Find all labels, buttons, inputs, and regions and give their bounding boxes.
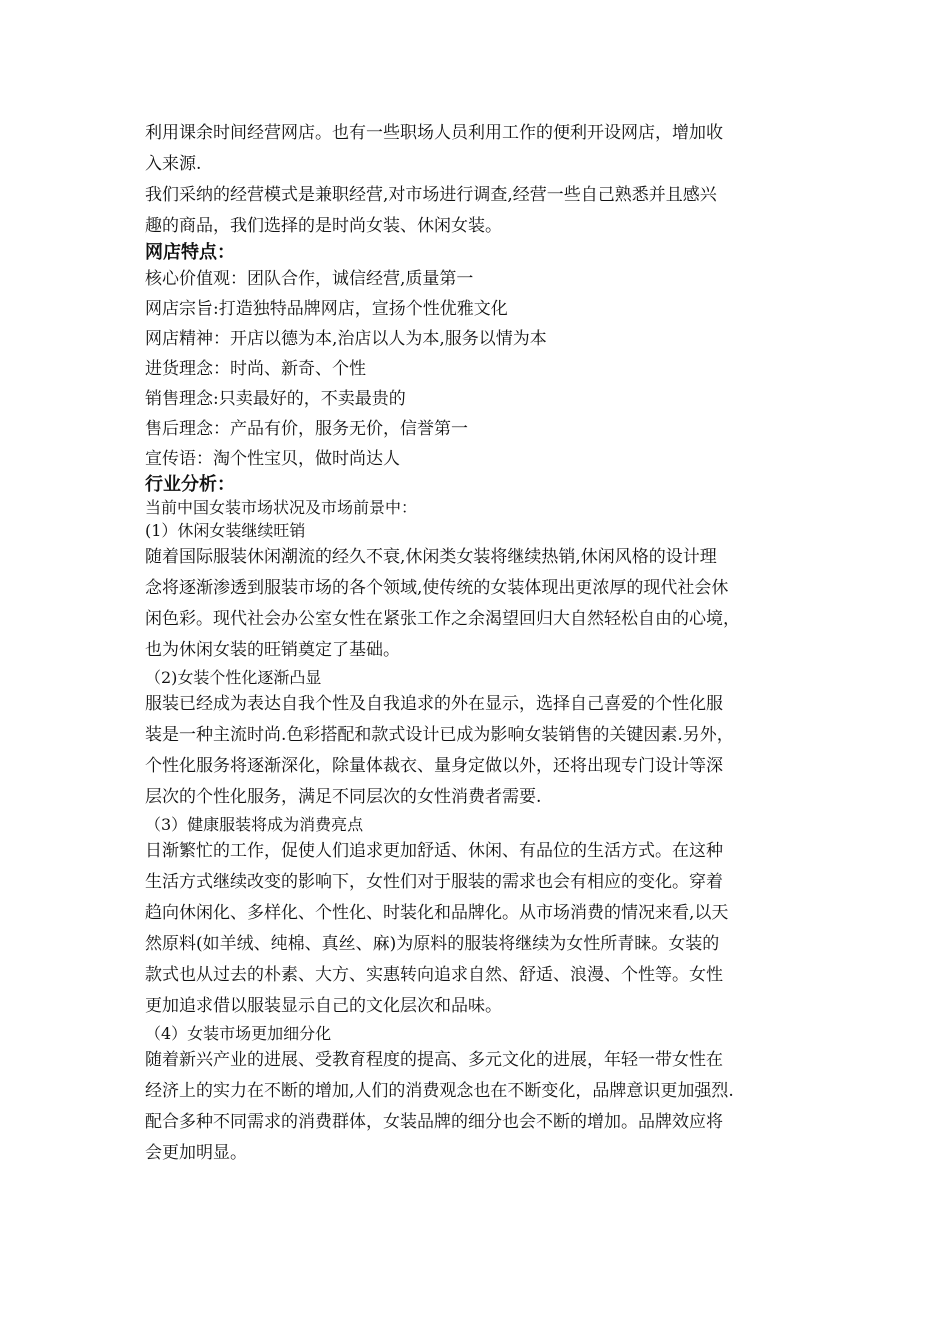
subsection-line: 会更加明显。 (145, 1143, 247, 1163)
intro-line: 趣的商品，我们选择的是时尚女装、休闲女装。 (145, 216, 502, 236)
features-heading: 网店特点： (145, 242, 235, 263)
subsection-title: (1）休闲女装继续旺销 (145, 521, 306, 540)
subsection-line: 装是一种主流时尚.色彩搭配和款式设计已成为影响女装销售的关键因素.另外， (145, 725, 734, 745)
subsection-line: 配合多种不同需求的消费群体，女装品牌的细分也会不断的增加。品牌效应将 (145, 1112, 723, 1132)
features-section (145, 242, 815, 474)
document-page (145, 118, 815, 1169)
subsection-line: 也为休闲女装的旺销奠定了基础。 (145, 640, 400, 660)
feature-item: 核心价值观：团队合作，诚信经营,质量第一 (145, 269, 474, 289)
intro-paragraph (145, 118, 815, 242)
analysis-section (145, 474, 815, 1169)
analysis-subsection-1 (145, 519, 815, 666)
subsection-line: 念将逐渐渗透到服装市场的各个领域,使传统的女装体现出更浓厚的现代社会休 (145, 578, 729, 598)
subsection-title: （2)女装个性化逐渐凸显 (145, 668, 322, 687)
subsection-line: 更加追求借以服装显示自己的文化层次和品味。 (145, 996, 502, 1016)
feature-item: 销售理念:只卖最好的，不卖最贵的 (145, 389, 406, 409)
feature-item: 售后理念：产品有价，服务无价，信誉第一 (145, 419, 468, 439)
subsection-line: 然原料(如羊绒、纯棉、真丝、麻)为原料的服装将继续为女性所青睐。女装的 (145, 934, 720, 954)
analysis-subsection-2 (145, 666, 815, 813)
intro-line: 利用课余时间经营网店。也有一些职场人员利用工作的便利开设网店，增加收 (145, 123, 723, 143)
feature-item: 网店精神：开店以德为本,治店以人为本,服务以情为本 (145, 329, 547, 349)
subsection-title: （4）女装市场更加细分化 (145, 1024, 332, 1043)
analysis-subsection-3 (145, 813, 815, 1022)
subsection-line: 层次的个性化服务，满足不同层次的女性消费者需要. (145, 787, 542, 807)
subsection-line: 日渐繁忙的工作，促使人们追求更加舒适、休闲、有品位的生活方式。在这种 (145, 841, 723, 861)
subsection-line: 生活方式继续改变的影响下，女性们对于服装的需求也会有相应的变化。穿着 (145, 872, 723, 892)
subsection-line: 随着国际服装休闲潮流的经久不衰,休闲类女装将继续热销,休闲风格的设计理 (145, 547, 717, 567)
subsection-line: 随着新兴产业的进展、受教育程度的提高、多元文化的进展，年轻一带女性在 (145, 1050, 723, 1070)
subsection-title: （3）健康服装将成为消费亮点 (145, 815, 364, 834)
feature-item: 网店宗旨:打造独特品牌网店，宣扬个性优雅文化 (145, 299, 508, 319)
subsection-line: 经济上的实力在不断的增加,人们的消费观念也在不断变化，品牌意识更加强烈. (145, 1081, 734, 1101)
analysis-intro: 当前中国女装市场状况及市场前景中： (145, 498, 418, 517)
subsection-line: 服装已经成为表达自我个性及自我追求的外在显示，选择自己喜爱的个性化服 (145, 694, 723, 714)
feature-item: 进货理念：时尚、新奇、个性 (145, 359, 366, 379)
intro-line: 入来源. (145, 154, 202, 174)
feature-item: 宣传语：淘个性宝贝，做时尚达人 (145, 449, 400, 469)
subsection-line: 闲色彩。现代社会办公室女性在紧张工作之余渴望回归大自然轻松自由的心境， (145, 609, 740, 629)
subsection-line: 趋向休闲化、多样化、个性化、时装化和品牌化。从市场消费的情况来看,以天 (145, 903, 729, 923)
subsection-line: 个性化服务将逐渐深化，除量体裁衣、量身定做以外，还将出现专门设计等深 (145, 756, 723, 776)
intro-line: 我们采纳的经营模式是兼职经营,对市场进行调查,经营一些自己熟悉并且感兴 (145, 185, 717, 205)
analysis-heading: 行业分析： (145, 474, 235, 495)
subsection-line: 款式也从过去的朴素、大方、实惠转向追求自然、舒适、浪漫、个性等。女性 (145, 965, 723, 985)
analysis-subsection-4 (145, 1022, 815, 1169)
